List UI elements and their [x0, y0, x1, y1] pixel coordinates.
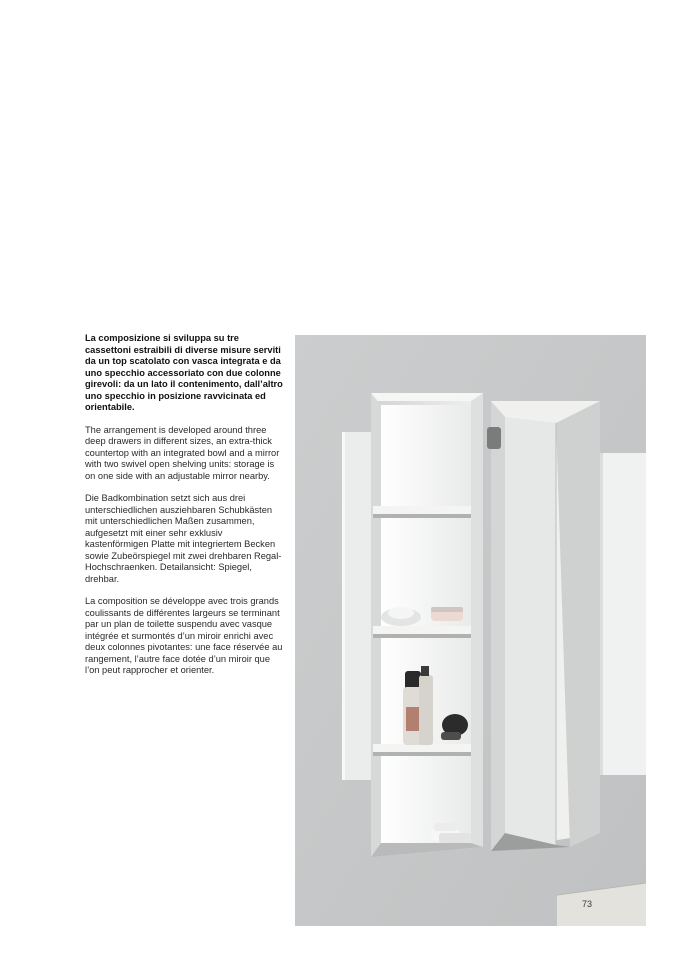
paragraph-italian: La composizione si sviluppa su tre cassettoni estraibili di diverse misure serviti da un top scatolato con vasca integrata e da uno specchio accessoriato con due colonne girevoli: da un lato il contenimento, dall’altro uno specchio in posizione ravvicinata ed orientabile.	[85, 333, 283, 412]
hinge-knob	[487, 427, 501, 449]
paragraph-french: La composition se développe avec trois grands coulissants de différentes largeurs se terminant par un plan de toilette suspendu avec vasque intégrée et surmontés d’un miroir enrichi avec deux colonnes pivotantes: une face réservée au rangement, l’autre face dotée d’un miroir que l’on peut rapprocher et orienter.	[85, 596, 283, 675]
mirror-panel-right	[600, 453, 646, 775]
page-number: 73	[582, 899, 593, 909]
pump-bottle	[403, 666, 433, 745]
product-photo	[295, 335, 646, 926]
text-column	[85, 333, 283, 688]
shelf-3	[373, 744, 471, 756]
cosmetic-jar	[431, 607, 463, 621]
paragraph-german: Die Badkombination setzt sich aus drei unterschiedlichen ausziehbaren Schubkästen mit unterschiedlichen Maßen zusammen, aufgesetzt mit einer sehr exklusiv kastenförmigen Platte mit integriertem Becken sowie Zubeörspiegel mit zwei drehbaren Regal-Hochschraenken. Detailansicht: Spiegel, drehbar.	[85, 493, 282, 584]
shelf-2	[373, 626, 471, 638]
mirror-panel-left	[342, 432, 374, 780]
paragraph-english: The arrangement is developed around three deep drawers in different sizes, an extra-thick countertop with an integrated bowl and a mirror with two swivel open shelving units: storage is on one side with an adjustable mirror nearby.	[85, 424, 280, 481]
shelf-1	[373, 506, 471, 518]
